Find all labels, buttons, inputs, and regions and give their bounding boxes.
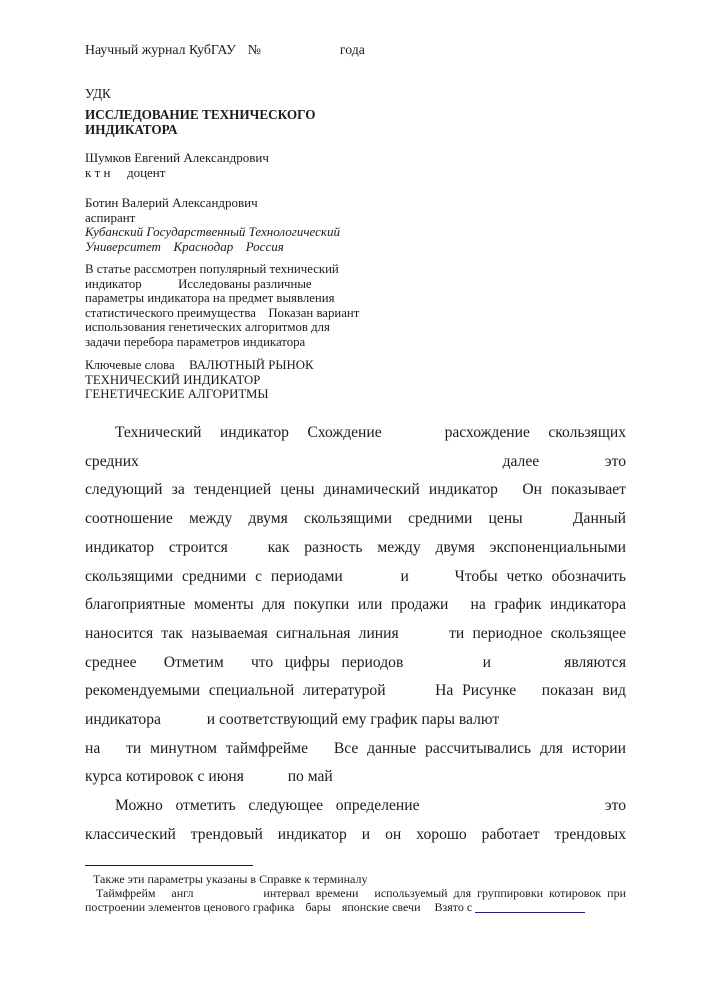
text-line: ИССЛЕДОВАНИЕ ТЕХНИЧЕСКОГО (85, 107, 316, 122)
text-line: Научный журнал КубГАУ № года (85, 42, 365, 57)
removed-text-gap (334, 910, 339, 911)
text-line: благоприятные моменты для покупки или продажи на график индикатора (85, 596, 626, 614)
text-line: классический трендовый индикатор и он хорошо работает трендовых (85, 825, 626, 843)
text-line: ИНДИКАТОРА (85, 122, 178, 138)
author-block-shumkov (85, 151, 415, 180)
removed-text-gap (556, 465, 588, 466)
removed-text-gap (248, 780, 284, 781)
removed-text-gap (199, 896, 257, 897)
removed-text-gap (243, 551, 253, 552)
abstract (85, 262, 385, 349)
text-line: Ботин Валерий Александрович (85, 195, 258, 210)
footnote-separator (85, 865, 253, 866)
removed-text-gap (394, 694, 426, 695)
removed-text-gap (85, 896, 90, 897)
text-line: Также эти параметры указаны в Справке к терминалу (85, 872, 626, 886)
text-line: на ти минутном таймфрейме Все данные рассчитывались для истории (85, 739, 626, 757)
text-line: задачи перебора параметров индикатора (85, 334, 306, 349)
removed-text-gap (164, 250, 170, 251)
removed-text-gap (407, 637, 441, 638)
removed-text-gap (85, 882, 90, 883)
text-line: к т н доцент (85, 164, 166, 180)
text-line: среднее Отметим что цифры периодов и являются (85, 653, 626, 671)
removed-text-gap (424, 910, 432, 911)
text-line: следующий за тенденцией цены динамический индикатор Он показывает (85, 481, 626, 499)
keywords (85, 358, 385, 402)
removed-text-gap (317, 752, 325, 753)
removed-text-gap (400, 436, 426, 437)
text-line: индикатор строится как разность между двумя экспоненциальными (85, 538, 626, 556)
article-title (85, 107, 415, 137)
removed-text-gap (457, 608, 462, 609)
text-line: индикатора и соответствующий ему график пары валют (85, 711, 500, 729)
text-line: статистического преимущества Показан вариант (85, 305, 360, 320)
removed-text-gap (161, 896, 165, 897)
text-line: использования генетических алгоритмов для (85, 320, 330, 334)
text-line: Технический индикатор Схождение расхождение скользящих (115, 424, 627, 441)
removed-text-gap (525, 694, 533, 695)
udk-label (85, 86, 626, 101)
removed-text-gap (145, 287, 175, 288)
text-line: рекомендуемыми специальной литературой На Рисунке показан вид (85, 682, 626, 700)
removed-text-gap (236, 250, 242, 251)
footnotes (85, 872, 626, 915)
text-line: индикатор Исследованы различные (85, 276, 312, 291)
removed-text-gap (539, 522, 557, 523)
article-body (85, 419, 626, 850)
removed-text-gap (178, 368, 186, 369)
removed-text-gap (364, 896, 368, 897)
text-line: средних далее это (85, 452, 626, 470)
text-line: курса котировок с июня по май (85, 768, 333, 786)
removed-text-gap (109, 752, 117, 753)
journal-header (85, 42, 626, 57)
text-line: соотношение между двумя скользящими средними цены Данный (85, 510, 626, 528)
removed-text-gap (165, 723, 203, 724)
removed-text-gap (432, 809, 592, 810)
text-line: ГЕНЕТИЧЕСКИЕ АЛГОРИТМЫ (85, 387, 269, 402)
text-line: Кубанский Государственный Технологический (85, 224, 340, 240)
removed-text-gap (114, 176, 124, 177)
text-line: наносится так называемая сигнальная линия ти периодное скользящее (85, 624, 626, 642)
text-line: Университет Краснодар Россия (85, 238, 284, 254)
removed-text-gap (264, 53, 336, 54)
text-line: аспирант (85, 209, 136, 225)
text-line: скользящими средними с периодами и Чтобы четко обозначить (85, 567, 626, 585)
removed-text-gap (352, 580, 392, 581)
text-line: Ключевые слова ВАЛЮТНЫЙ РЫНОК (85, 358, 314, 372)
text-line: УДК (85, 86, 111, 101)
author-block-botin (85, 196, 415, 254)
text-line: Шумков Евгений Александрович (85, 150, 269, 165)
removed-text-gap (415, 666, 471, 667)
text-line: ТЕХНИЧЕСКИЙ ИНДИКАТОР (85, 372, 261, 387)
text-line: Таймфрейм англ интервал времени используемый для группировки котировок при (85, 886, 626, 900)
text-line: параметры индикатора на предмет выявления (85, 291, 335, 305)
removed-text-gap (503, 666, 553, 667)
removed-text-gap (235, 666, 239, 667)
removed-text-gap (148, 666, 152, 667)
removed-text-gap (259, 316, 265, 317)
removed-text-gap (156, 465, 486, 466)
removed-text-gap (507, 493, 513, 494)
removed-text-gap (418, 580, 446, 581)
text-line: построении элементов ценового графика бары японские свечи Взято с (85, 900, 626, 914)
text-line: В статье рассмотрен популярный технический (85, 262, 339, 276)
removed-text-gap (297, 910, 302, 911)
text-line: Можно отметить следующее определение это (115, 797, 626, 815)
hyperlink-underline[interactable] (475, 909, 585, 913)
removed-text-gap (239, 53, 244, 54)
